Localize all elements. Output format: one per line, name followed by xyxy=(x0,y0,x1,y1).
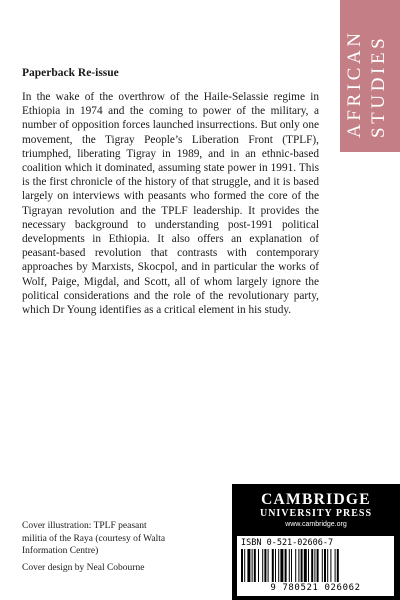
barcode-bar xyxy=(314,549,315,582)
barcode-bar xyxy=(301,549,303,582)
book-description: In the wake of the overthrow of the Haile-Selassie regime in Ethiopia in 1974 and the coming to power of the military, a number of opposition forces launched insurrections. But only one movement, the Tigray People’s Liberation Front (TPLF), triumphed, liberating Tigray in 1989, and in an ethnic-based coalition which it dominated, assuming state power in 1991. This is the first chronicle of the history of that struggle, and it is based largely on interviews with peasants who formed the core of the Tigrayan revolution and the TPLF leadership. It provides the necessary background to understanding post-1991 political developments in Ethiopia. It also offers an explanation of peasant-based revolution that contrasts with contemporary approaches by Marxists, Skocpol, and in particular the works of Wolf, Paige, Migdal, and Scott, all of whom largely ignore the political considerations and the role of the revolutionary party, which Dr Young identifies as a critical element in his study. xyxy=(22,91,319,317)
barcode-bar xyxy=(291,549,292,582)
barcode-bar xyxy=(322,549,323,582)
publisher-name: CAMBRIDGE xyxy=(261,491,371,508)
barcode-bar xyxy=(275,549,276,582)
series-label-line1: AFRICAN xyxy=(344,29,365,138)
page-heading: Paperback Re-issue xyxy=(22,67,119,79)
cover-design-credit: Cover design by Neal Cobourne xyxy=(22,563,145,573)
publisher-url: www.cambridge.org xyxy=(285,521,347,528)
barcode-bar xyxy=(304,549,307,582)
barcode-bar xyxy=(241,549,243,582)
barcode-icon xyxy=(240,549,391,582)
series-label-line2: STUDIES xyxy=(368,34,389,138)
barcode-bar xyxy=(330,549,331,582)
barcode-bar xyxy=(258,549,259,582)
barcode-bar xyxy=(298,549,299,582)
publisher-block xyxy=(232,484,400,600)
barcode-bar xyxy=(244,549,245,582)
barcode-bar xyxy=(280,549,283,582)
barcode-bar xyxy=(268,549,269,582)
barcode-bar xyxy=(247,549,250,582)
barcode-bar xyxy=(295,549,296,582)
barcode-bar xyxy=(272,549,274,582)
barcode-bar xyxy=(335,549,336,582)
series-label-tab xyxy=(340,0,400,152)
barcode-bar xyxy=(311,549,313,582)
barcode-bar xyxy=(327,549,328,582)
isbn-box xyxy=(237,536,394,596)
barcode-bar xyxy=(289,549,290,582)
barcode-number: 9 780521 026062 xyxy=(270,583,361,593)
barcode-bar xyxy=(264,549,266,582)
publisher-press: UNIVERSITY PRESS xyxy=(259,508,373,519)
barcode-bar xyxy=(308,549,309,582)
barcode-bar xyxy=(252,549,253,582)
barcode-bar xyxy=(285,549,287,582)
barcode-bar xyxy=(337,549,339,582)
barcode-bar xyxy=(324,549,326,582)
isbn-label: ISBN 0-521-02606-7 xyxy=(241,538,334,548)
cover-illustration-credit: Cover illustration: TPLF peasant militia of the Raya (courtesy of Walta Information Centre) xyxy=(22,521,166,556)
barcode-bar xyxy=(317,549,319,582)
barcode-bar xyxy=(262,549,263,582)
barcode-bar xyxy=(254,549,256,582)
barcode-bar xyxy=(278,549,279,582)
